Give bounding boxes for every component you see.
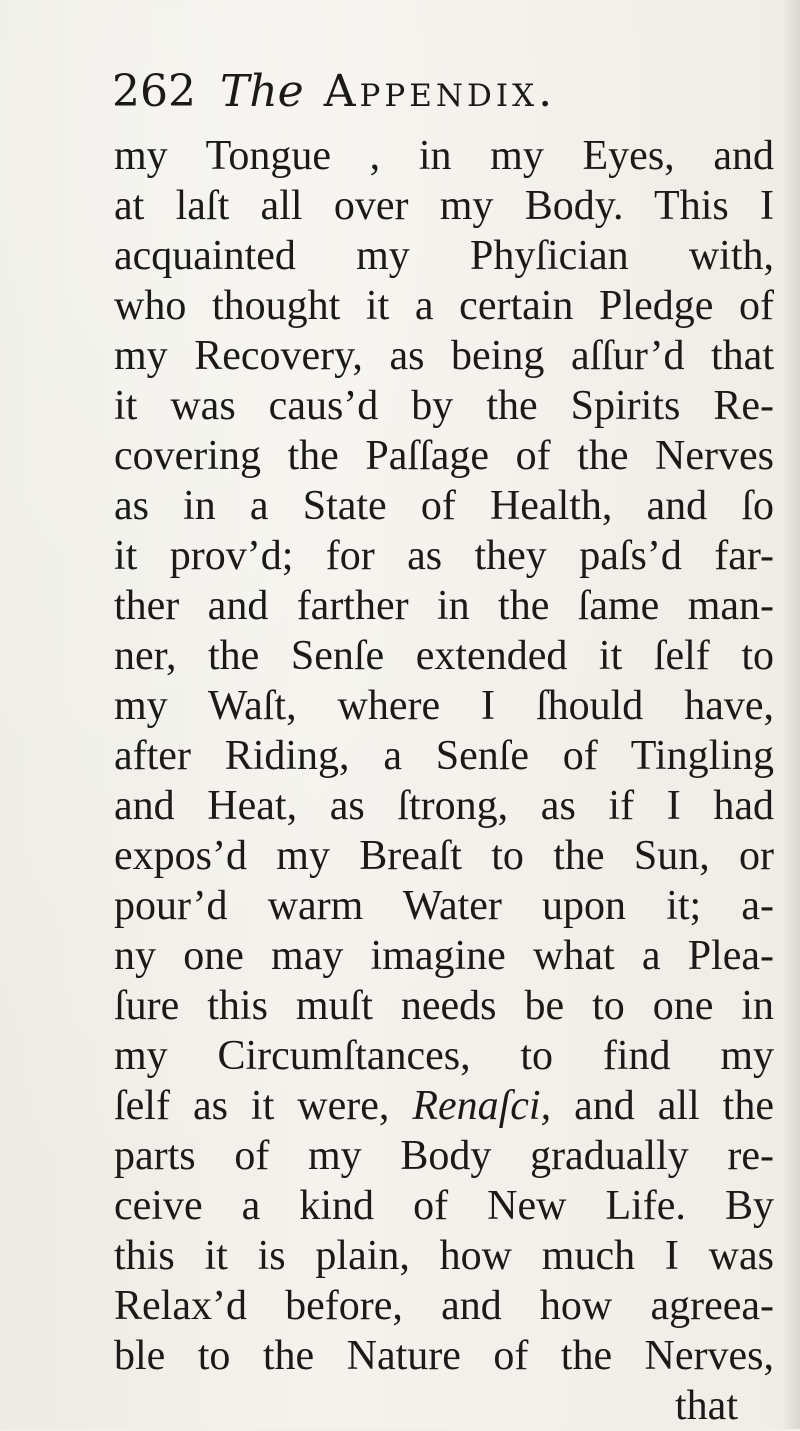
catchword: that <box>675 1383 738 1429</box>
text-line: this it is plain, how much I was <box>114 1233 774 1279</box>
text-line-start: ſelf as it were, <box>114 1083 390 1129</box>
text-line: as in a State of Health, and ſo <box>114 483 774 529</box>
text-line: my Circumſtances, to find my <box>114 1033 774 1079</box>
text-line: and Heat, as ſtrong, as if I had <box>114 783 774 829</box>
text-line: it was caus’d by the Spirits Re- <box>114 383 774 429</box>
text-line: ner, the Senſe extended it ſelf to <box>114 633 774 679</box>
text-line: covering the Paſſage of the Nerves <box>114 433 774 479</box>
text-line: my Recovery, as being aſſur’d that <box>114 333 774 379</box>
text-line: ther and farther in the ſame man- <box>114 583 774 629</box>
text-line: ble to the Nature of the Nerves, <box>114 1333 774 1379</box>
text-line: parts of my Body gradually re- <box>114 1133 774 1179</box>
text-line: after Riding, a Senſe of Tingling <box>114 733 774 779</box>
running-header <box>112 62 556 122</box>
text-line: expos’d my Breaſt to the Sun, or <box>114 833 774 879</box>
text-line: ſure this muſt needs be to one in <box>114 983 774 1029</box>
text-line: ceive a kind of New Life. By <box>114 1183 774 1229</box>
text-line: my Waſt, where I ſhould have, <box>114 683 774 729</box>
section-title: Appendix. <box>323 66 557 117</box>
body-text <box>114 131 774 1431</box>
text-line: who thought it a certain Pledge of <box>114 283 774 329</box>
text-line: it prov’d; for as they paſs’d far- <box>114 533 774 579</box>
page-edge-shadow <box>782 0 800 1429</box>
text-line: ny one may imagine what a Plea- <box>114 933 774 979</box>
italic-word: Renaſci, <box>412 1083 552 1129</box>
text-line: my Tongue , in my Eyes, and <box>114 133 774 179</box>
text-line: at laſt all over my Body. This I <box>114 183 774 229</box>
text-line-with-italic <box>114 1081 774 1131</box>
text-line: acquainted my Phyſician with, <box>114 233 774 279</box>
text-line: Relax’d before, and how agreea- <box>114 1283 774 1329</box>
page-number: 262 <box>112 66 196 117</box>
text-line: pour’d warm Water upon it; a- <box>114 883 774 929</box>
header-prefix: The <box>219 66 304 117</box>
text-line-end: and all the <box>574 1083 774 1129</box>
